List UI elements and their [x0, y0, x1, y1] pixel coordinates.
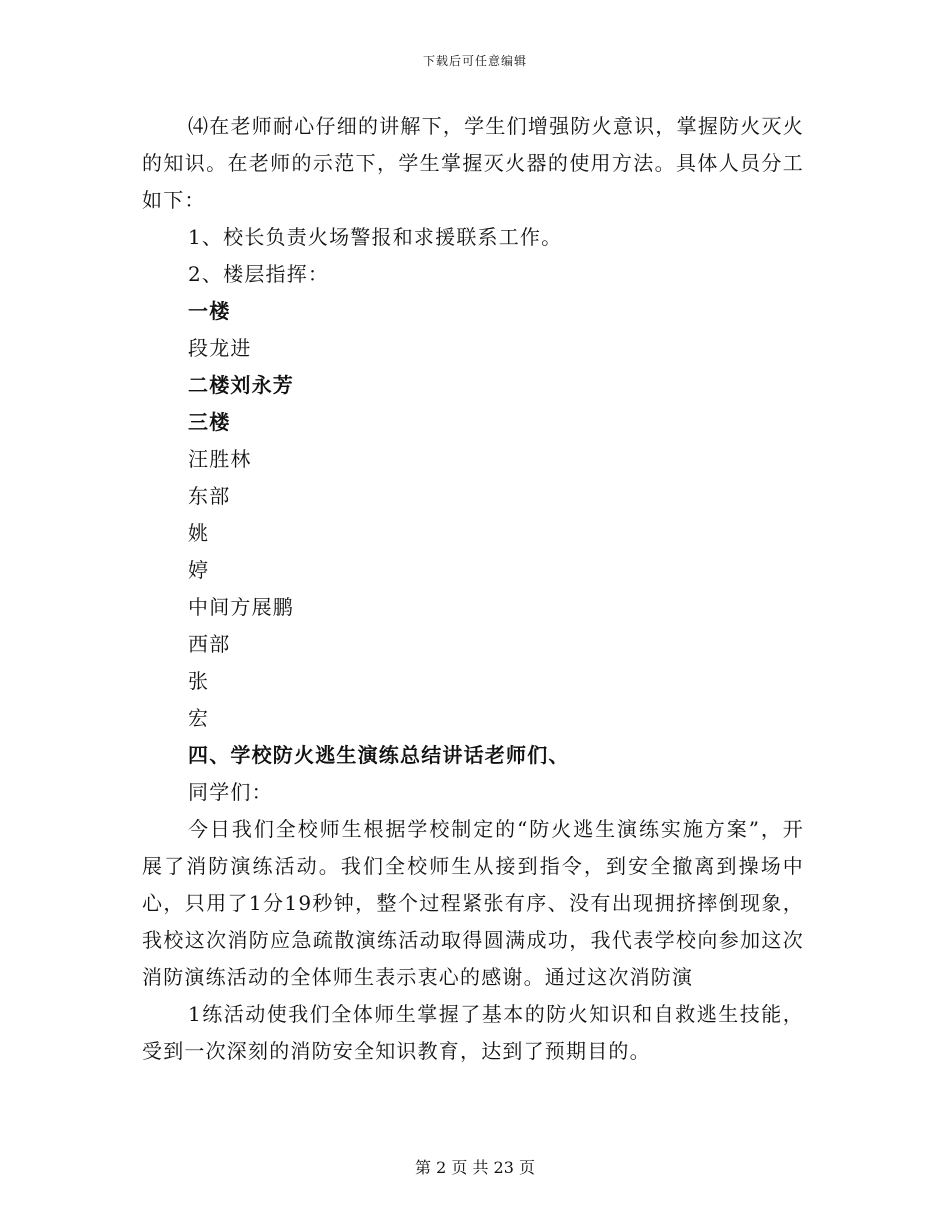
page-header: 下载后可任意编辑 [422, 54, 527, 68]
area-west-label: 西部 [188, 632, 231, 656]
area-east-name-part-2: 婷 [188, 558, 210, 582]
page-number-footer: 第 2 页 共 23 页 [415, 1158, 535, 1177]
paragraph-training-intro: ⑷在老师耐心仔细的讲解下，学生们增强防火意识，掌握防火灭火的知识。在老师的示范下，学生掌握灭火器的使用方法。具体人员分工如下： [142, 114, 804, 212]
floor-1-name: 段龙进 [188, 336, 252, 360]
paragraph-drill-summary: 今日我们全校师生根据学校制定的“防火逃生演练实施方案”，开展了消防演练活动。我们全校师生从接到指令，到安全撤离到操场中心，只用了1分19秒钟，整个过程紧张有序、没有出现拥挤摔倒现象，我校这次消防应急疏散演练活动取得圆满成功，我代表学校向参加这次消防演练活动的全体师生表示衷心的感谢。通过这次消防演 [142, 817, 804, 989]
area-east-name-part-1: 姚 [188, 521, 210, 545]
floor-3-label: 三楼 [188, 410, 231, 434]
list-item-floor-command: 2、楼层指挥： [188, 262, 330, 286]
section-heading: 四、学校防火逃生演练总结讲话老师们、 [188, 743, 570, 767]
floor-2-label: 二楼刘永芳 [188, 373, 294, 397]
area-west-name-part-1: 张 [188, 669, 210, 693]
floor-1-label: 一楼 [188, 299, 231, 323]
area-east-label: 东部 [188, 484, 231, 508]
greeting: 同学们： [188, 780, 273, 804]
area-middle-label: 中间方展鹏 [188, 595, 294, 619]
area-west-name-part-2: 宏 [188, 706, 210, 730]
floor-3-name: 汪胜林 [188, 447, 252, 471]
document-body [142, 108, 804, 1070]
list-item-principal: 1、校长负责火场警报和求援联系工作。 [188, 225, 563, 249]
paragraph-drill-outcome: 1练活动使我们全体师生掌握了基本的防火知识和自救逃生技能，受到一次深刻的消防安全知识教育，达到了预期目的。 [142, 1002, 804, 1063]
